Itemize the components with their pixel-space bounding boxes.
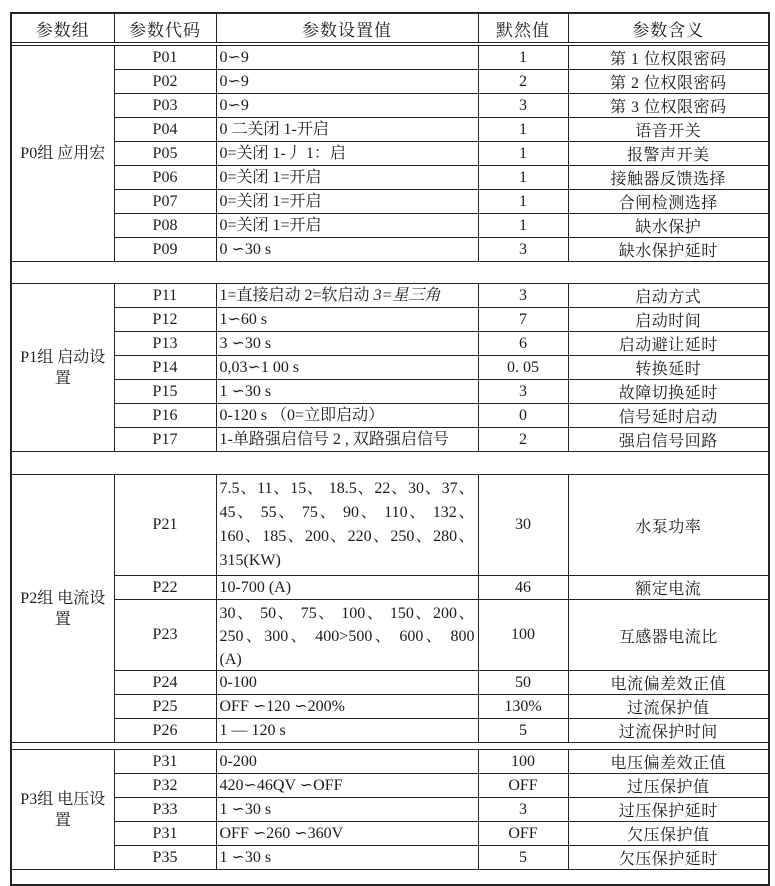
value-cell [216, 798, 478, 822]
code-cell: P08 [114, 214, 216, 238]
meaning-cell: 语音开关 [568, 118, 769, 142]
default-cell: 5 [478, 846, 568, 870]
default-cell: OFF [478, 774, 568, 798]
code-cell: P05 [114, 142, 216, 166]
meaning-cell: 第 1 位权限密码 [568, 46, 769, 70]
code-cell: P23 [114, 600, 216, 671]
default-cell: 6 [478, 332, 568, 356]
table-row-p31 [11, 822, 769, 846]
meaning-cell: 信号延时启动 [568, 404, 769, 428]
default-cell: 2 [478, 428, 568, 452]
value-cell [216, 94, 478, 118]
meaning-cell: 电流偏差效正值 [568, 671, 769, 695]
value-cell [216, 846, 478, 870]
meaning-cell: 互感器电流比 [568, 600, 769, 671]
value-text [220, 775, 475, 797]
value-text [220, 672, 475, 694]
table-row-p06 [11, 166, 769, 190]
table-row-p21 [11, 475, 769, 576]
value-text [220, 285, 475, 307]
table-row-p12 [11, 308, 769, 332]
default-cell: 3 [478, 238, 568, 262]
table-row-p26 [11, 719, 769, 743]
meaning-cell: 启动时间 [568, 308, 769, 332]
default-cell: 30 [478, 475, 568, 576]
code-cell: P25 [114, 695, 216, 719]
value-text-normal: 0=关闭 1-丿 1：启 [219, 144, 346, 162]
value-cell [216, 142, 478, 166]
value-text-normal: 0∽9 [219, 96, 249, 114]
table-row-p09 [11, 238, 769, 262]
header-row [11, 13, 769, 43]
group-separator-cell [11, 262, 769, 284]
default-cell: OFF [478, 822, 568, 846]
code-cell: P11 [114, 284, 216, 308]
value-text-normal: 0,03∽1 00 s [219, 358, 300, 376]
code-cell: P12 [114, 308, 216, 332]
value-cell [216, 822, 478, 846]
meaning-cell: 强启信号回路 [568, 428, 769, 452]
group-separator-row [11, 870, 769, 886]
default-cell: 7 [478, 308, 568, 332]
meaning-cell: 电压偏差效正值 [568, 750, 769, 774]
value-text-normal: 0-100 [219, 673, 257, 691]
default-cell: 0 [478, 404, 568, 428]
value-text-normal: 3 ∽30 s [219, 334, 272, 352]
group-label-cell: P0组 应用宏 [11, 46, 114, 262]
table-row-p24 [11, 671, 769, 695]
value-cell [216, 308, 478, 332]
meaning-cell: 第 3 位权限密码 [568, 94, 769, 118]
column-header-default-value: 默然值 [478, 13, 568, 43]
group-separator-row [11, 262, 769, 284]
value-text-normal: 0=关闭 1=开启 [219, 216, 322, 234]
code-cell: P26 [114, 719, 216, 743]
default-cell: 1 [478, 166, 568, 190]
value-cell [216, 214, 478, 238]
group-separator-cell [11, 452, 769, 475]
meaning-cell: 启动避让延时 [568, 332, 769, 356]
meaning-cell: 缺水保护延时 [568, 238, 769, 262]
value-text [220, 600, 475, 670]
group-label-cell: P3组 电压设置 [11, 750, 114, 870]
table-row-p23 [11, 600, 769, 671]
value-cell [216, 332, 478, 356]
value-text-normal: 0-120 s （0=立即启动） [219, 406, 385, 424]
table-row-p25 [11, 695, 769, 719]
value-text [220, 47, 475, 69]
code-cell: P13 [114, 332, 216, 356]
value-text [220, 475, 475, 575]
value-text-normal: 0 ∽30 s [219, 240, 272, 258]
value-cell [216, 475, 478, 576]
table-row-p11 [11, 284, 769, 308]
table-body [11, 43, 769, 886]
default-cell: 1 [478, 190, 568, 214]
meaning-cell: 过流保护值 [568, 695, 769, 719]
meaning-cell: 故障切换延时 [568, 380, 769, 404]
value-text-normal: 7.5、11、15、 18.5、22、30、37、45、 55、 75、 90、 110、 132、160、185、200、220、250、280、315(KW) [219, 480, 475, 569]
code-cell: P17 [114, 428, 216, 452]
table-row-p14 [11, 356, 769, 380]
default-cell: 5 [478, 719, 568, 743]
code-cell: P32 [114, 774, 216, 798]
value-text [220, 167, 475, 189]
table-header [11, 13, 769, 43]
value-cell [216, 600, 478, 671]
table-row-p07 [11, 190, 769, 214]
value-text-normal: 1-单路强启信号 2 , 双路强启信号 [219, 430, 449, 448]
value-text-normal: 420∽46QV ∽OFF [219, 776, 343, 794]
default-cell: 100 [478, 750, 568, 774]
default-cell: 2 [478, 70, 568, 94]
code-cell: P31 [114, 750, 216, 774]
value-cell [216, 695, 478, 719]
meaning-cell: 第 2 位权限密码 [568, 70, 769, 94]
value-text [220, 215, 475, 237]
group-separator-row [11, 743, 769, 750]
meaning-cell: 启动方式 [568, 284, 769, 308]
meaning-cell: 过压保护延时 [568, 798, 769, 822]
value-cell [216, 190, 478, 214]
value-text-normal: 1=直接启动 2=软启动 [219, 286, 374, 304]
table-row-p05 [11, 142, 769, 166]
value-text-normal: OFF ∽260 ∽360V [219, 824, 344, 842]
code-cell: P31 [114, 822, 216, 846]
value-text-normal: 0 二关闭 1-开启 [219, 120, 329, 138]
table-row-p13 [11, 332, 769, 356]
code-cell: P02 [114, 70, 216, 94]
table-row-p01 [11, 46, 769, 70]
value-text [220, 720, 475, 742]
value-text-normal: 1∽60 s [219, 310, 268, 328]
value-text [220, 577, 475, 599]
value-cell [216, 750, 478, 774]
value-text [220, 357, 475, 379]
meaning-cell: 合闸检测选择 [568, 190, 769, 214]
value-cell [216, 166, 478, 190]
meaning-cell: 欠压保护延时 [568, 846, 769, 870]
value-text [220, 71, 475, 93]
value-text-normal: 0=关闭 1=开启 [219, 168, 322, 186]
code-cell: P33 [114, 798, 216, 822]
table-row-p33 [11, 798, 769, 822]
value-text [220, 309, 475, 331]
code-cell: P06 [114, 166, 216, 190]
code-cell: P16 [114, 404, 216, 428]
meaning-cell: 欠压保护值 [568, 822, 769, 846]
table-row-p03 [11, 94, 769, 118]
value-text-italic: 3=星三角 [373, 286, 441, 304]
value-text-normal: 10-700 (A) [219, 578, 292, 596]
default-cell: 1 [478, 46, 568, 70]
default-cell: 1 [478, 142, 568, 166]
value-text [220, 119, 475, 141]
table-row-p02 [11, 70, 769, 94]
value-cell [216, 356, 478, 380]
default-cell: 3 [478, 380, 568, 404]
meaning-cell: 过压保护值 [568, 774, 769, 798]
meaning-cell: 过流保护时间 [568, 719, 769, 743]
value-cell [216, 576, 478, 600]
value-cell [216, 284, 478, 308]
column-header-param-setting-value: 参数设置值 [216, 13, 478, 43]
default-cell: 1 [478, 118, 568, 142]
code-cell: P22 [114, 576, 216, 600]
code-cell: P04 [114, 118, 216, 142]
value-cell [216, 428, 478, 452]
value-text [220, 405, 475, 427]
meaning-cell: 额定电流 [568, 576, 769, 600]
code-cell: P35 [114, 846, 216, 870]
value-text [220, 429, 475, 451]
meaning-cell: 报警声开美 [568, 142, 769, 166]
value-text [220, 751, 475, 773]
column-header-param-meaning: 参数含义 [568, 13, 769, 43]
value-text [220, 333, 475, 355]
value-text [220, 799, 475, 821]
default-cell: 3 [478, 94, 568, 118]
table-row-p32 [11, 774, 769, 798]
default-cell: 100 [478, 600, 568, 671]
default-cell: 3 [478, 284, 568, 308]
code-cell: P15 [114, 380, 216, 404]
value-cell [216, 46, 478, 70]
value-text-normal: OFF ∽120 ∽200% [219, 697, 345, 715]
default-cell: 0. 05 [478, 356, 568, 380]
group-label-cell: P1组 启动设置 [11, 284, 114, 452]
value-text-normal: 1 ∽30 s [219, 848, 272, 866]
value-cell [216, 380, 478, 404]
value-text-normal: 0∽9 [219, 72, 249, 90]
group-label-cell: P2组 电流设置 [11, 475, 114, 743]
value-cell [216, 118, 478, 142]
meaning-cell: 缺水保护 [568, 214, 769, 238]
value-text [220, 696, 475, 718]
value-text-normal: 1 ∽30 s [219, 382, 272, 400]
value-text [220, 239, 475, 261]
meaning-cell: 水泵功率 [568, 475, 769, 576]
group-separator-cell [11, 870, 769, 886]
code-cell: P09 [114, 238, 216, 262]
meaning-cell: 接触器反馈选择 [568, 166, 769, 190]
group-separator-row [11, 452, 769, 475]
meaning-cell: 转换延时 [568, 356, 769, 380]
value-cell [216, 238, 478, 262]
group-separator-cell [11, 743, 769, 750]
value-text-normal: 1 ∽30 s [219, 800, 272, 818]
table-row-p22 [11, 576, 769, 600]
default-cell: 130% [478, 695, 568, 719]
table-row-p16 [11, 404, 769, 428]
default-cell: 46 [478, 576, 568, 600]
table-row-p35 [11, 846, 769, 870]
column-header-param-group: 参数组 [11, 13, 114, 43]
code-cell: P07 [114, 190, 216, 214]
table-row-p04 [11, 118, 769, 142]
parameter-table [10, 12, 770, 886]
value-text-normal: 0=关闭 1=开启 [219, 192, 322, 210]
value-cell [216, 719, 478, 743]
column-header-param-code: 参数代码 [114, 13, 216, 43]
value-text [220, 823, 475, 845]
value-cell [216, 774, 478, 798]
code-cell: P01 [114, 46, 216, 70]
table-row-p17 [11, 428, 769, 452]
value-text [220, 95, 475, 117]
code-cell: P03 [114, 94, 216, 118]
value-text-normal: 0-200 [219, 752, 257, 770]
value-cell [216, 70, 478, 94]
code-cell: P14 [114, 356, 216, 380]
value-text-normal: 1 — 120 s [219, 721, 286, 739]
value-text [220, 191, 475, 213]
value-text-normal: 30、 50、 75、 100、 150、200、250、300、 400>500、 600、 800 (A) [219, 605, 475, 668]
default-cell: 50 [478, 671, 568, 695]
value-text-normal: 0∽9 [219, 48, 249, 66]
code-cell: P24 [114, 671, 216, 695]
table-row-p31 [11, 750, 769, 774]
table-row-p08 [11, 214, 769, 238]
table-row-p15 [11, 380, 769, 404]
value-cell [216, 404, 478, 428]
default-cell: 3 [478, 798, 568, 822]
value-text [220, 143, 475, 165]
default-cell: 1 [478, 214, 568, 238]
value-cell [216, 671, 478, 695]
code-cell: P21 [114, 475, 216, 576]
value-text [220, 381, 475, 403]
